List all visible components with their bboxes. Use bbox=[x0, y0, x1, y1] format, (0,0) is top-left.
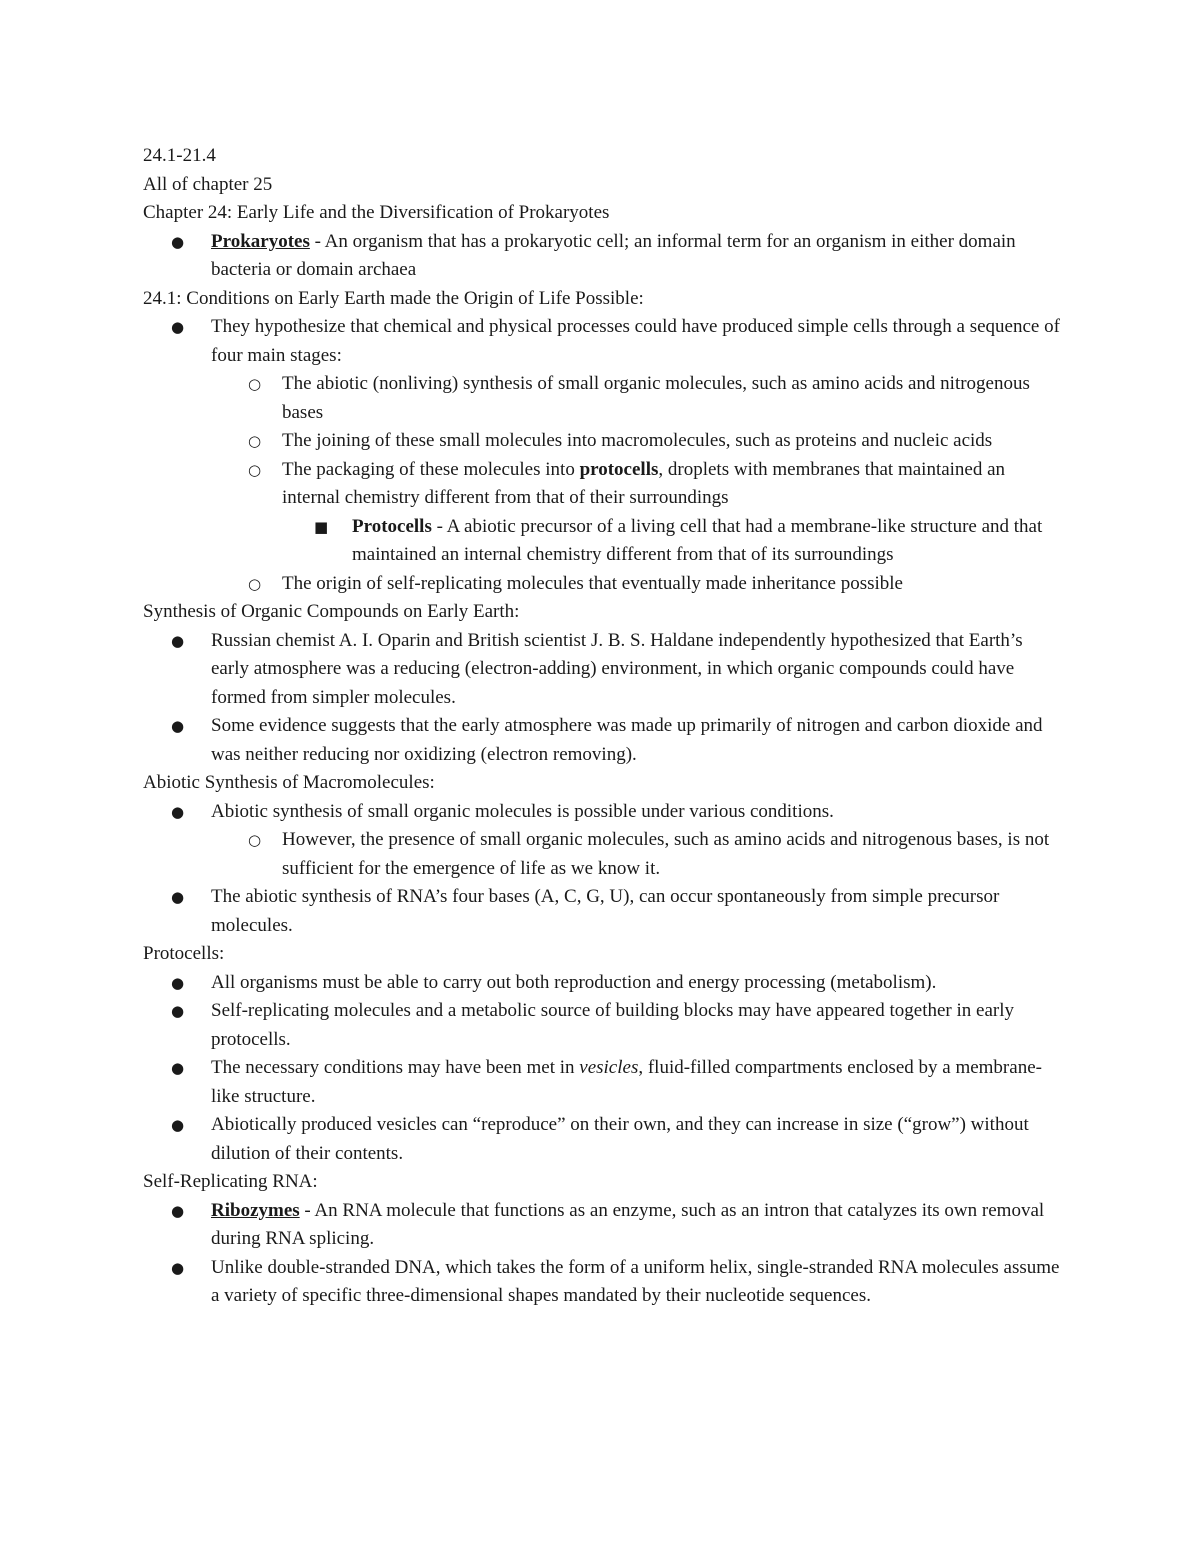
sub-sub-list-item bbox=[143, 513, 1063, 570]
list-item bbox=[143, 997, 1063, 1054]
bullet-icon: ● bbox=[171, 888, 185, 906]
document-body bbox=[143, 142, 1063, 1311]
definition-text: - An organism that has a prokaryotic cell; an informal term for an organism in either domain bacteria or domain archaea bbox=[211, 230, 1016, 280]
list-item bbox=[143, 1254, 1063, 1311]
list-item bbox=[143, 1054, 1063, 1111]
circle-bullet-icon: ○ bbox=[248, 432, 262, 450]
section-heading: 24.1: Conditions on Early Earth made the Origin of Life Possible: bbox=[143, 287, 644, 309]
circle-bullet-icon: ○ bbox=[248, 831, 262, 849]
list-item-text: All organisms must be able to carry out both reproduction and energy processing (metabolism). bbox=[211, 971, 937, 993]
list-item-text: , fluid-filled compartments enclosed by a membrane-like structure. bbox=[211, 1057, 1042, 1107]
list-item-text: The joining of these small molecules into macromolecules, such as proteins and nucleic acids bbox=[282, 430, 993, 451]
list-item bbox=[143, 1111, 1063, 1168]
bullet-icon: ● bbox=[171, 802, 185, 821]
list-item-text: However, the presence of small organic molecules, such as amino acids and nitrogenous bases, is not sufficient for the emergence of life as we know it. bbox=[282, 829, 1050, 879]
list-item bbox=[143, 228, 1063, 285]
square-bullet-icon: ■ bbox=[314, 517, 329, 536]
term-protocells: protocells bbox=[579, 458, 659, 480]
sub-list-item bbox=[143, 570, 1063, 599]
chapter-note: All of chapter 25 bbox=[143, 173, 273, 195]
chapter-title: Chapter 24: Early Life and the Diversification of Prokaryotes bbox=[143, 202, 610, 223]
protocells-list bbox=[143, 969, 1063, 1169]
list-item bbox=[143, 313, 1063, 370]
section-heading: Protocells: bbox=[143, 943, 225, 964]
definition-text: - An RNA molecule that functions as an enzyme, such as an intron that catalyzes its own removal during RNA splicing. bbox=[211, 1199, 1045, 1249]
list-item-text: The packaging of these molecules into bbox=[282, 458, 580, 480]
list-item-text: The abiotic synthesis of RNA’s four bases (A, C, G, U), can occur spontaneously from simple precursor molecules. bbox=[211, 886, 1000, 936]
term-vesicles: vesicles bbox=[579, 1057, 639, 1078]
bullet-icon: ● bbox=[171, 318, 185, 336]
bullet-icon: ● bbox=[171, 1258, 185, 1277]
circle-bullet-icon: ○ bbox=[248, 574, 262, 593]
section-heading: Abiotic Synthesis of Macromolecules: bbox=[143, 772, 435, 793]
circle-bullet-icon: ○ bbox=[248, 375, 262, 393]
bullet-icon: ● bbox=[171, 232, 185, 251]
bullet-icon: ● bbox=[171, 973, 185, 992]
bullet-icon: ● bbox=[171, 1002, 185, 1020]
term-prokaryotes: Prokaryotes bbox=[211, 230, 310, 252]
sub-list-item bbox=[143, 826, 1063, 883]
list-item-text: The origin of self-replicating molecules that eventually made inheritance possible bbox=[282, 572, 903, 594]
definition-text: - A abiotic precursor of a living cell that had a membrane-like structure and that maintained an internal chemistry different from that of its surroundings bbox=[352, 515, 1043, 565]
list-item-text: Some evidence suggests that the early atmosphere was made up primarily of nitrogen and carbon dioxide and was neither reducing nor oxidizing (electron removing). bbox=[211, 715, 1043, 765]
list-item bbox=[143, 627, 1063, 713]
section-range: 24.1-21.4 bbox=[143, 145, 216, 166]
section-241-list bbox=[143, 313, 1063, 598]
section-heading: Self-Replicating RNA: bbox=[143, 1171, 318, 1192]
bullet-icon: ● bbox=[171, 1201, 185, 1220]
section-heading: Synthesis of Organic Compounds on Early Earth: bbox=[143, 601, 520, 622]
list-item-text: They hypothesize that chemical and physical processes could have produced simple cells through a sequence of four main stages: bbox=[211, 316, 1060, 366]
list-item bbox=[143, 712, 1063, 769]
bullet-icon: ● bbox=[171, 717, 185, 735]
circle-bullet-icon: ○ bbox=[248, 460, 262, 479]
list-item bbox=[143, 798, 1063, 827]
bullet-icon: ● bbox=[171, 1059, 185, 1077]
abiotic-list bbox=[143, 798, 1063, 941]
list-item-text: Russian chemist A. I. Oparin and British scientist J. B. S. Haldane independently hypothesized that Earth’s early atmosphere was a reducing (electron-adding) environment, in which organic compounds could have formed from simpler molecules. bbox=[211, 629, 1023, 708]
list-item-text: Abiotic synthesis of small organic molecules is possible under various conditions. bbox=[211, 800, 834, 822]
intro-list bbox=[143, 228, 1063, 285]
sub-list-item bbox=[143, 370, 1063, 427]
list-item bbox=[143, 969, 1063, 998]
synthesis-list bbox=[143, 627, 1063, 770]
list-item-text: The necessary conditions may have been met in bbox=[211, 1057, 580, 1078]
term-protocells-def: Protocells bbox=[352, 515, 432, 537]
bullet-icon: ● bbox=[171, 1116, 185, 1134]
list-item-text: Abiotically produced vesicles can “reproduce” on their own, and they can increase in size (“grow”) without dilution of their contents. bbox=[211, 1114, 1029, 1164]
bullet-icon: ● bbox=[171, 631, 185, 650]
sub-list-item bbox=[143, 427, 1063, 456]
list-item-text: Unlike double-stranded DNA, which takes the form of a uniform helix, single-stranded RNA molecules assume a variety of specific three-dimensional shapes mandated by their nucleotide sequences. bbox=[211, 1256, 1060, 1306]
term-ribozymes: Ribozymes bbox=[211, 1199, 300, 1221]
sub-list-item bbox=[143, 456, 1063, 513]
rna-list bbox=[143, 1197, 1063, 1311]
list-item-text: , droplets with membranes that maintained an internal chemistry different from that of their surroundings bbox=[282, 458, 1006, 508]
list-item-text: Self-replicating molecules and a metabolic source of building blocks may have appeared together in early protocells. bbox=[211, 1000, 1014, 1050]
list-item bbox=[143, 1197, 1063, 1254]
list-item-text: The abiotic (nonliving) synthesis of small organic molecules, such as amino acids and nitrogenous bases bbox=[282, 373, 1030, 423]
list-item bbox=[143, 883, 1063, 940]
